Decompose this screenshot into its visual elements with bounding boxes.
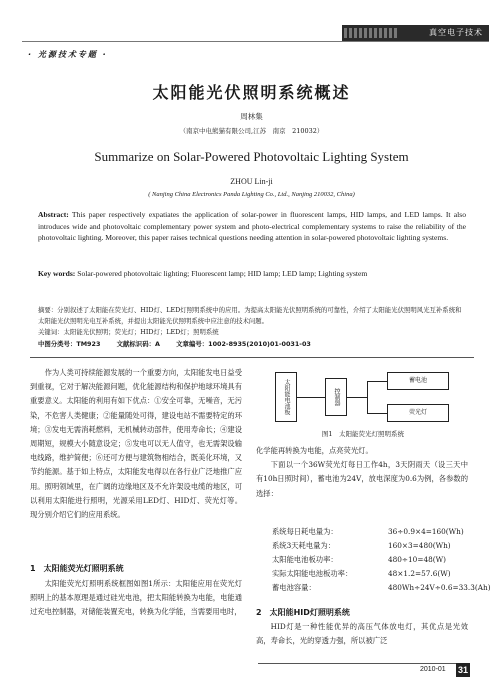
bus-vertical (367, 381, 368, 413)
keywords-cn: 关键词：太阳能光伏照明；荧光灯；HID灯；LED灯；照明系统 (38, 328, 219, 336)
author-cn: 周林集 (240, 112, 263, 121)
footer-rule (258, 663, 470, 664)
keywords-en (38, 268, 466, 280)
page-number: 31 (457, 665, 468, 675)
calc-label: 实际太阳能电池板功率： (272, 569, 353, 578)
abstract-cn: 摘要：分别叙述了太阳能在荧光灯、HID灯、LED灯照明系统中的应用。为提高太阳能光伏照明系统的可靠性，介绍了太阳能光伏照明风光互补系统和太阳能光伏照明光电互补系统，并提出太阳能光伏照明系统中应注意的技术问题。 (38, 306, 462, 325)
calc-row (272, 553, 446, 567)
classification-line (38, 339, 466, 350)
calc-value: 160×3=480(Wh) (388, 541, 451, 550)
right-column-text (256, 444, 468, 501)
calc-row (272, 567, 451, 581)
calc-value: 48×1.2=57.6(W) (388, 569, 451, 578)
lamp-link (367, 413, 387, 414)
calc-value: 36÷0.9×4=160(Wh) (388, 527, 464, 536)
calc-label: 蓄电池容量： (272, 583, 316, 592)
calc-label: 系统每日耗电量为： (272, 527, 338, 536)
doc-code: 文献标识码：A (116, 340, 160, 348)
keywords-en-label: Key words: (38, 269, 76, 278)
calc-row (272, 539, 451, 553)
column-label: · 光源技术专题 · (28, 50, 108, 59)
affiliation-cn: （南京中电熊猫有限公司,江苏 南京 210032） (179, 127, 324, 135)
battery-link (367, 381, 387, 382)
figure-1-caption: 图1 太阳能荧光灯照明系统 (321, 430, 405, 438)
article-title-en: Summarize on Solar-Powered Photovoltaic Lighting System (94, 149, 409, 164)
class-number: 中图分类号：TM923 (38, 340, 101, 348)
affiliation-en: ( Nanjing China Electronics Panda Lighting Co., Ltd., Nanjing 210032, China) (148, 191, 355, 198)
lamp-box: 荧光灯 (387, 404, 449, 422)
abstract-en-label: Abstract: (38, 210, 69, 219)
intro-paragraph: 作为人类可持续能源发展的一个重要方向，太阳能发电日益受到重视，它对于解决能源问题，优化能源结构和保护地球环境具有重要意义。太阳能的利用有如下优点：①安全可靠，无噪音，无污染，不危害人类健康；②能量随处可得，建设电站不需要特定的环境；③发电无需消耗燃料，无机械转动部件，使用寿命长；④建设周期短，规模大小随意设定；⑤发电可以无人值守，也无需架设输电线路，维护简便；⑥还可方便与建筑物相结合，既美化环境，又节约能源。基于如上特点，太阳能发电得以在各行业广泛地推广应用。照明领域里，在广阔的边缘地区及不允许架设电缆的地区，可以利用太阳能进行照明，光源采用LED灯、HID灯、荧光灯等。现分别介绍它们的应用系统。 (30, 368, 242, 520)
calc-label: 太阳能电池板功率： (272, 555, 338, 564)
calc-label: 系统3天耗电量为： (272, 541, 336, 550)
journal-name: 真空电子技术 (429, 28, 483, 37)
right-line-1: 化学能再转换为电能，点亮荧光灯。 (256, 446, 373, 455)
banner-pattern (344, 28, 398, 38)
issue-number: 2010-01 (420, 666, 446, 673)
abstract-en-text: This paper respectively expatiates the application of solar-power in fluorescent lamps, HID lamps, and LED lamps. It also introduces wide and photovoltaic complementary power system and photo-electrical complementary systems to raise the reliability of the photovoltaic lighting. Moreover, this paper raises technical questions needing attention in solar-powered photovoltaic lighting systems. (38, 210, 466, 242)
figure-1-diagram (263, 370, 463, 424)
right-paragraph-2: 下面以一个36W荧光灯每日工作4h，3天阴雨天（设三天中有10h日照时间），蓄电池为24V，放电深度为0.6为例，各参数的选择： (256, 460, 468, 498)
article-title-cn: 太阳能光伏照明系统概述 (152, 83, 351, 102)
battery-box: 蓄电池 (387, 372, 449, 390)
section-2-heading: 2 太阳能HID灯照明系统 (256, 608, 350, 617)
abstract-en (38, 209, 466, 244)
calc-row (272, 581, 491, 595)
calc-value: 480Wh÷24V÷0.6=33.3(Ah) (388, 583, 491, 592)
solar-panel-box: 太阳能电池板 (275, 372, 297, 422)
section-1-heading: 1 太阳能荧光灯照明系统 (30, 564, 124, 573)
section-1-paragraph: 太阳能荧光灯照明系统框图如图1所示：太阳能应用在荧光灯照明上的基本原理是通过硅光电池，把太阳能转换为电能，电能通过充电控制器，对储能装置充电，转换为化学能，当需要用电时， (30, 579, 242, 617)
calc-row (272, 525, 464, 539)
controller-bus (347, 397, 367, 398)
author-en: ZHOU Lin-ji (230, 177, 273, 186)
calc-value: 480÷10=48(W) (388, 555, 446, 564)
controller-box: 控制器 (325, 378, 347, 416)
separator-rule (30, 357, 474, 358)
keywords-en-text: Solar-powered photovoltaic lighting; Fluorescent lamp; HID lamp; LED lamp; Lighting system (77, 269, 368, 278)
section-2-paragraph: HID灯是一种性能优异的高压气体放电灯，其优点是光效高，寿命长，光的穿透力强，所以被广泛 (256, 622, 468, 646)
journal-banner (342, 25, 489, 41)
panel-controller-link (297, 397, 325, 398)
article-number: 文章编号：1002-8935(2010)01-0031-03 (176, 340, 311, 348)
header-rule (22, 41, 489, 42)
